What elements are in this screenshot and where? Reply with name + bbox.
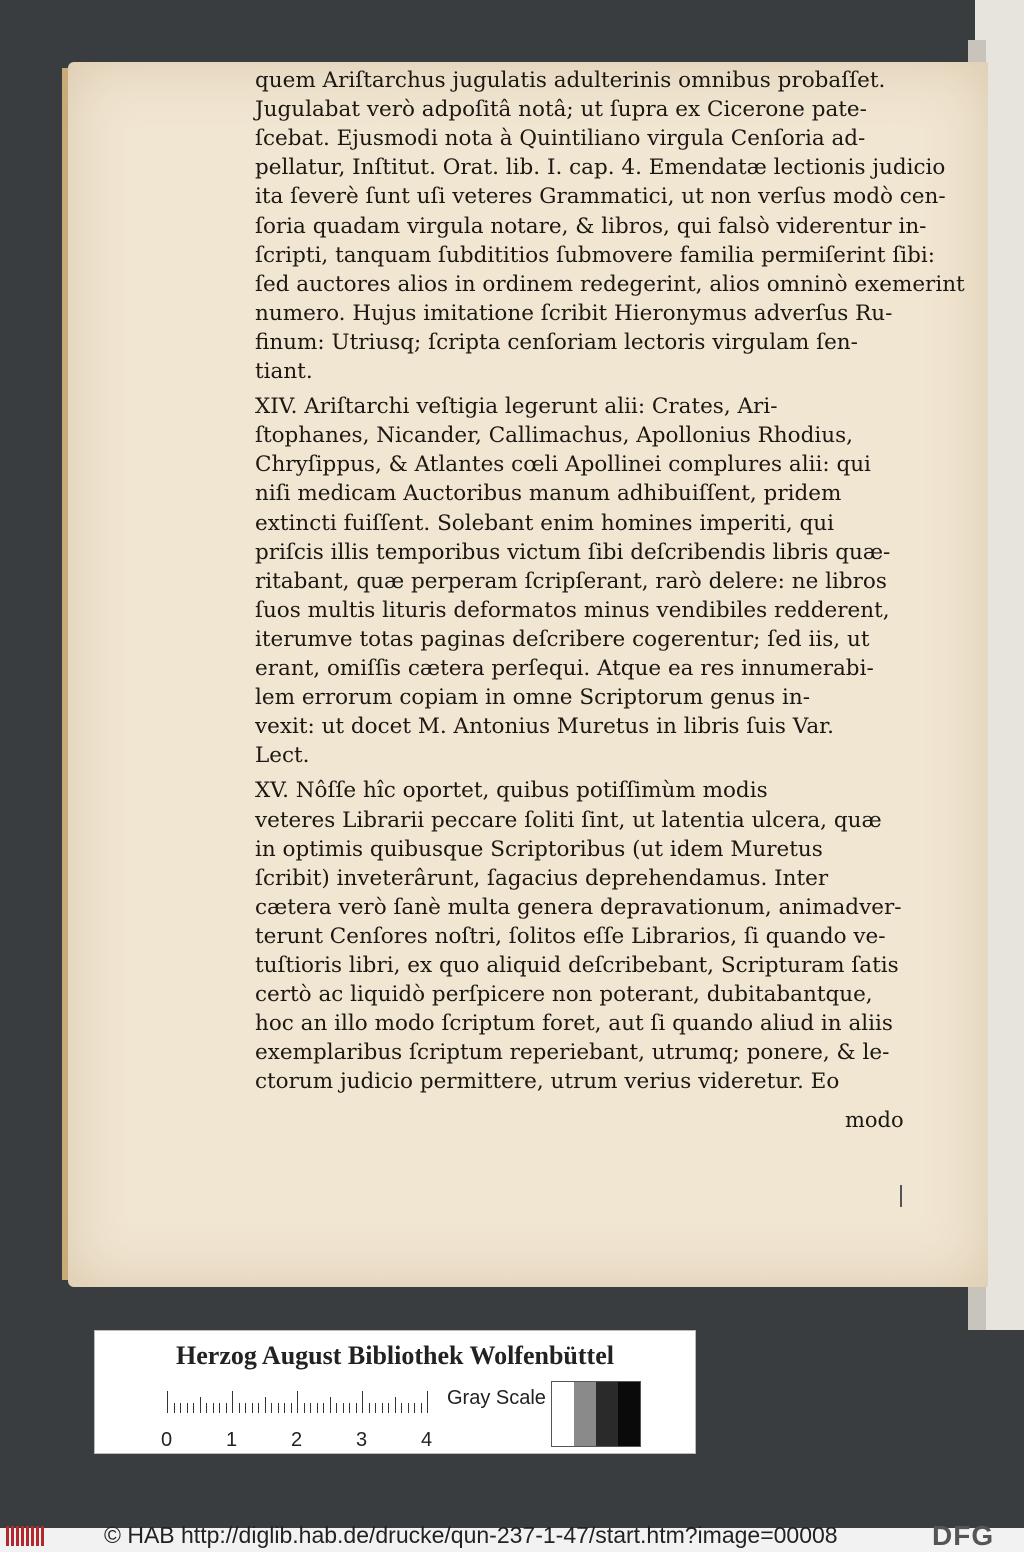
gray-swatch: [618, 1382, 640, 1446]
ruler-tick: [388, 1403, 389, 1413]
text-line: ctorum judicio permittere, utrum verius videretur. Eo: [255, 1069, 840, 1095]
text-line: ſcebat. Ejusmodi nota à Quintiliano virgula Cenſoria ad-: [255, 126, 866, 152]
footer-url[interactable]: © HAB http://diglib.hab.de/drucke/qun-237-1-47/start.htm?image=00008: [104, 1522, 838, 1548]
ruler-tick: [167, 1391, 168, 1413]
text-line: Jugulabat verò adpoſitâ notâ; ut ſupra ex Cicerone pate-: [255, 97, 867, 123]
hab-logo-icon: [6, 1526, 48, 1546]
text-line: ſoria quadam virgula notare, & libros, qui falsò viderentur in-: [255, 213, 927, 239]
ruler-tick: [200, 1397, 201, 1413]
ruler-tick: [323, 1403, 324, 1413]
ruler-tick: [245, 1403, 246, 1413]
text-line: ſcribit) inveterârunt, ſagacius deprehendamus. Inter: [255, 865, 829, 891]
ruler-number: 4: [421, 1429, 433, 1451]
ruler-tick: [193, 1403, 194, 1413]
ruler-tick: [408, 1403, 409, 1413]
text-line: ritabant, quæ perperam ſcripſerant, rarò delere: ne libros: [255, 568, 887, 594]
ruler-tick: [427, 1391, 428, 1413]
ruler-tick: [265, 1397, 266, 1413]
ruler-tick: [226, 1403, 227, 1413]
ruler-tick: [174, 1403, 175, 1413]
dfg-logo: DFG: [932, 1520, 995, 1551]
ruler-tick: [291, 1403, 292, 1413]
ruler-tick: [362, 1391, 363, 1413]
text-line: XV. Nôſſe hîc oportet, quibus potiſſimùm modis: [255, 778, 768, 804]
ruler-tick: [414, 1403, 415, 1413]
ruler-tick: [187, 1403, 188, 1413]
text-line: numero. Hujus imitatione ſcribit Hieronymus adverſus Ru-: [255, 300, 893, 326]
text-line: in optimis quibusque Scriptoribus (ut idem Muretus: [255, 836, 823, 862]
ruler-tick: [310, 1403, 311, 1413]
text-line: priſcis illis temporibus victum ſibi deſcribendis libris quæ-: [255, 539, 891, 565]
gray-swatches: [551, 1381, 641, 1447]
ruler-tick: [284, 1403, 285, 1413]
ruler-tick: [239, 1403, 240, 1413]
ruler-tick: [421, 1403, 422, 1413]
text-line: vexit: ut docet M. Antonius Muretus in libris ſuis Var.: [255, 714, 834, 740]
text-line: Chryſippus, & Atlantes cœli Apollinei complures alii: qui: [255, 452, 871, 478]
text-line: pellatur, Inſtitut. Orat. lib. I. cap. 4. Emendatæ lectionis judicio: [255, 155, 946, 181]
ruler-tick: [343, 1403, 344, 1413]
ruler-tick: [219, 1403, 220, 1413]
ruler-tick: [356, 1403, 357, 1413]
ruler-tick: [232, 1391, 233, 1413]
ruler-tick: [206, 1403, 207, 1413]
ruler-tick: [336, 1403, 337, 1413]
text-line: lem errorum copiam in omne Scriptorum genus in-: [255, 685, 811, 711]
page-mark: [900, 1185, 902, 1207]
text-line: ſuos multis lituris deformatos minus vendibiles redderent,: [255, 597, 890, 623]
ruler-tick: [278, 1403, 279, 1413]
text-line: extincti fuiſſent. Solebant enim homines imperiti, qui: [255, 510, 834, 536]
gray-swatch: [552, 1382, 574, 1446]
text-line: XIV. Ariſtarchi veſtigia legerunt alii: Crates, Ari-: [255, 394, 778, 420]
ruler-tick: [369, 1403, 370, 1413]
text-line: erant, omiſſis cætera perſequi. Atque ea res innumerabi-: [255, 656, 874, 681]
library-title: Herzog August Bibliothek Wolfenbüttel: [176, 1341, 614, 1370]
text-line: tiant.: [255, 359, 313, 384]
text-line: hoc an illo modo ſcriptum foret, aut ſi quando aliud in aliis: [255, 1011, 893, 1037]
ruler-tick: [180, 1403, 181, 1413]
catchword: modo: [845, 1108, 904, 1132]
text-line: terunt Cenſores noſtri, ſolitos eſſe Librarios, ſi quando ve-: [255, 923, 886, 949]
text-line: Lect.: [255, 743, 310, 769]
text-line: quem Ariſtarchus jugulatis adulterinis omnibus probaſſet.: [255, 68, 886, 93]
ruler-tick: [395, 1397, 396, 1413]
ruler-tick: [401, 1403, 402, 1413]
ruler-tick: [252, 1403, 253, 1413]
ruler: [167, 1391, 437, 1413]
text-line: ſed auctores alios in ordinem redegerint, alios omninò exemerint: [255, 271, 965, 297]
text-line: iterumve totas paginas deſcribere cogerentur; ſed iis, ut: [255, 626, 870, 652]
text-line: finum: Utriusq; ſcripta cenſoriam lectoris virgulam ſen-: [255, 329, 858, 355]
ruler-tick: [317, 1403, 318, 1413]
ruler-number: 1: [226, 1429, 238, 1451]
text-line: ſcripti, tanquam ſubdititios ſubmovere familia permiſerint ſibi:: [255, 242, 936, 268]
ruler-tick: [349, 1403, 350, 1413]
ruler-number: 0: [161, 1429, 173, 1451]
ruler-tick: [304, 1403, 305, 1413]
text-line: ita ſeverè ſunt uſi veteres Grammatici, ut non verſus modò cen-: [255, 184, 946, 210]
text-line: veteres Librarii peccare ſoliti ſint, ut latentia ulcera, quæ: [255, 807, 882, 833]
ruler-tick: [258, 1403, 259, 1413]
ruler-tick: [297, 1391, 298, 1413]
ruler-tick: [213, 1403, 214, 1413]
text-line: exemplaribus ſcriptum reperiebant, utrumq; ponere, & le-: [255, 1040, 890, 1066]
color-scale-card: [94, 1330, 696, 1454]
ruler-tick: [382, 1403, 383, 1413]
text-line: cætera verò ſanè multa genera depravationum, animadver-: [255, 894, 902, 920]
text-line: tuſtioris libri, ex quo aliquid deſcribebant, Scripturam ſatis: [255, 953, 899, 978]
gray-scale-label: Gray Scale: [447, 1387, 546, 1409]
ruler-tick: [375, 1403, 376, 1413]
gray-swatch: [574, 1382, 596, 1446]
text-line: niſi medicam Auctoribus manum adhibuiſſent, pridem: [255, 481, 842, 507]
text-line: certò ac liquidò perſpicere non poterant, dubitabantque,: [255, 982, 873, 1008]
ruler-tick: [271, 1403, 272, 1413]
ruler-number: 3: [356, 1429, 368, 1451]
text-line: ſtophanes, Nicander, Callimachus, Apollonius Rhodius,: [255, 423, 853, 449]
ruler-number: 2: [291, 1429, 303, 1451]
gray-swatch: [596, 1382, 618, 1446]
ruler-tick: [330, 1397, 331, 1413]
